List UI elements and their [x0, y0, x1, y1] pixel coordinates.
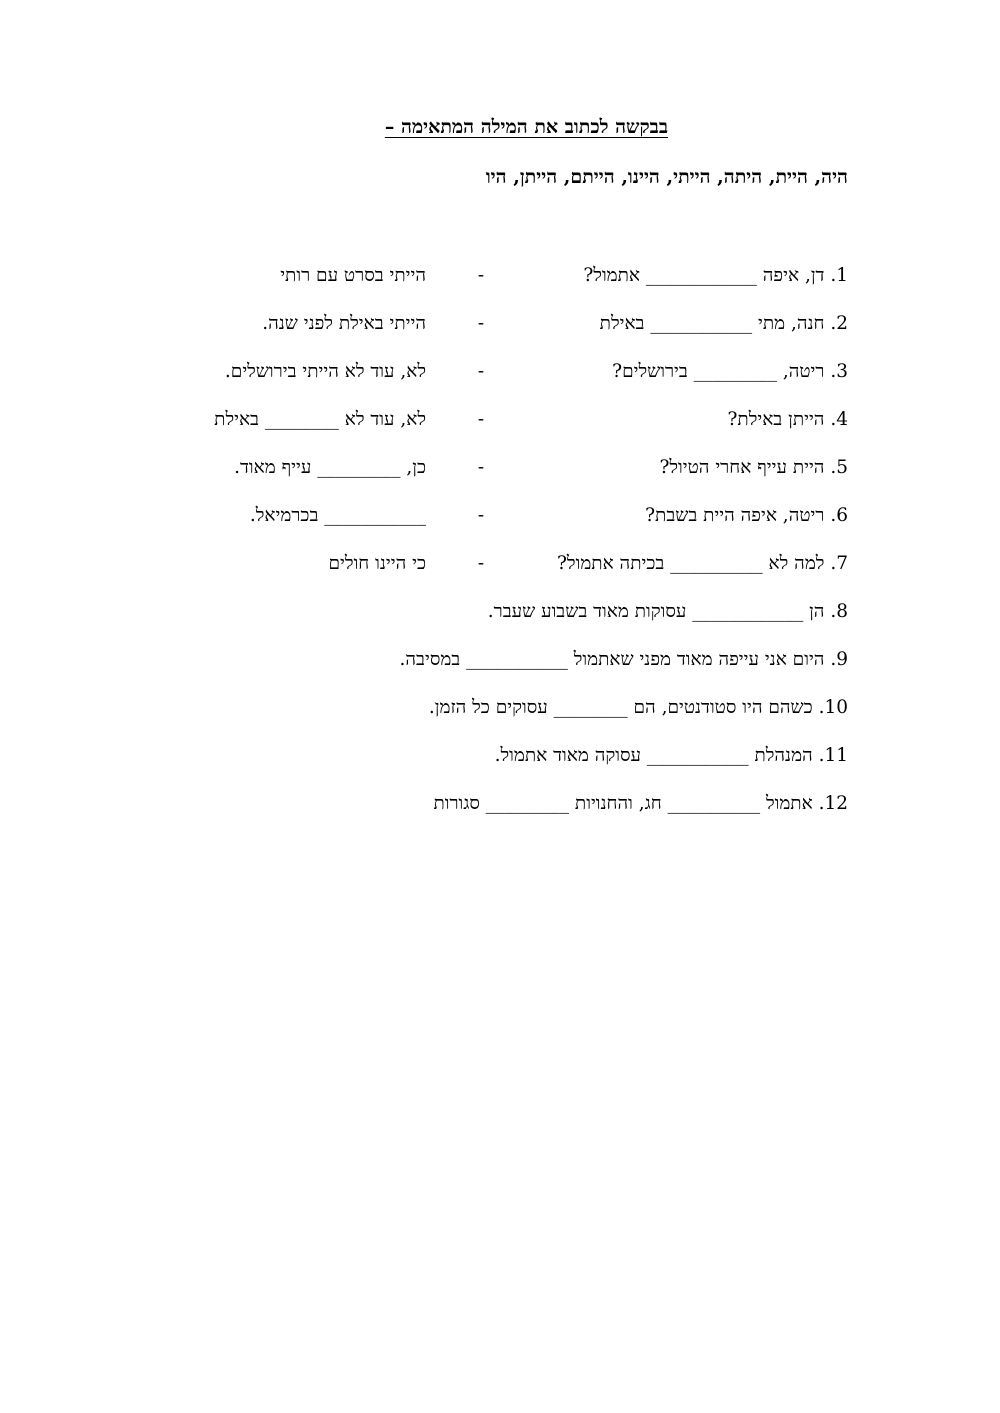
dash-separator: -	[477, 553, 485, 574]
dash-separator: -	[477, 265, 485, 286]
exercise-row	[0, 645, 1000, 675]
question-text: 12. אתמול __________ חג, והחנויות _________ סגורות	[433, 793, 848, 814]
question-text: 4. הייתן באילת?	[727, 409, 848, 430]
answer-text: הייתי באילת לפני שנה.	[262, 313, 426, 334]
question-text: 11. המנהלת ___________ עסוקה מאוד אתמול.	[494, 745, 848, 766]
question-text: 3. ריטה, _________ בירושלים?	[612, 361, 848, 382]
dash-separator: -	[477, 505, 485, 526]
dash-separator: -	[477, 409, 485, 430]
answer-text: לא, עוד לא הייתי בירושלים.	[224, 361, 426, 382]
instruction-heading: בבקשה לכתוב את המילה המתאימה –	[384, 116, 668, 138]
exercise-row	[0, 741, 1000, 771]
dash-separator: -	[477, 361, 485, 382]
word-bank: היה, היית, היתה, הייתי, היינו, הייתם, הייתן, היו	[485, 166, 848, 188]
exercise-row	[0, 501, 1000, 531]
question-text: 10. כשהם היו סטודנטים, הם ________ עסוקים כל הזמן.	[428, 697, 848, 718]
exercise-row	[0, 309, 1000, 339]
question-text: 9. היום אני עייפה מאוד מפני שאתמול ___________ במסיבה.	[399, 649, 848, 670]
question-text: 2. חנה, מתי ___________ באילת	[599, 313, 848, 334]
exercise-row	[0, 549, 1000, 579]
answer-text: לא, עוד לא ________ באילת	[214, 409, 426, 430]
exercise-row	[0, 693, 1000, 723]
question-text: 6. ריטה, איפה היית בשבת?	[645, 505, 848, 526]
dash-separator: -	[477, 313, 485, 334]
exercise-row	[0, 405, 1000, 435]
question-text: 5. היית עייף אחרי הטיול?	[659, 457, 848, 478]
question-text: 8. הן ____________ עסוקות מאוד בשבוע שעבר.	[487, 601, 848, 622]
exercise-row	[0, 453, 1000, 483]
exercise-row	[0, 597, 1000, 627]
question-text: 1. דן, איפה ____________ אתמול?	[583, 265, 848, 286]
question-text: 7. למה לא __________ בכיתה אתמול?	[557, 553, 848, 574]
exercise-row	[0, 357, 1000, 387]
answer-text: כי היינו חולים	[328, 553, 426, 574]
dash-separator: -	[477, 457, 485, 478]
answer-text: כן, _________ עייף מאוד.	[234, 457, 426, 478]
exercise-row	[0, 789, 1000, 819]
answer-text: הייתי בסרט עם רותי	[280, 265, 426, 286]
answer-text: ___________ בכרמיאל.	[249, 505, 426, 526]
exercise-row	[0, 261, 1000, 291]
